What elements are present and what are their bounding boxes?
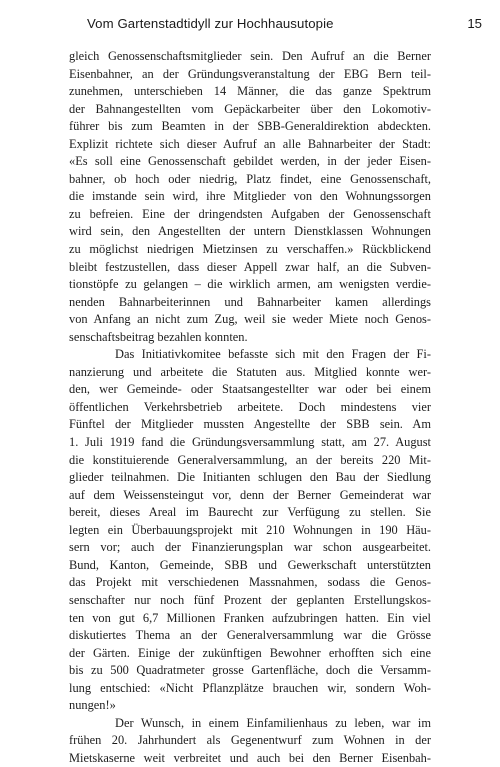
text-line: senschafter nur noch fünf Prozent der geplanten Erstellungskos- bbox=[69, 592, 431, 607]
body-text bbox=[69, 48, 431, 767]
text-line: Fünftel der Mitglieder mussten Angestellte der SBB sein. Am bbox=[69, 417, 431, 432]
text-line: nenden Bahnarbeiterinnen und Bahnarbeiter kamen allerdings bbox=[69, 294, 431, 309]
text-line: bereit, dieses Areal im Baurecht zur Verfügung zu stellen. Sie bbox=[69, 505, 431, 520]
running-title: Vom Gartenstadtidyll zur Hochhausutopie bbox=[87, 16, 334, 31]
text-line: Das Initiativkomitee befasste sich mit den Fragen der Fi- bbox=[115, 347, 431, 362]
text-line: diskutiertes Thema an der Generalversammlung war die Grösse bbox=[69, 628, 431, 643]
text-line: Der Wunsch, in einem Einfamilienhaus zu leben, war im bbox=[115, 715, 431, 730]
text-line: von Anfang an nicht zum Zug, weil sie weder Miete noch Genos- bbox=[69, 312, 431, 327]
text-line: lung entschied: «Nicht Pflanzplätze brauchen wir, sondern Woh- bbox=[69, 680, 431, 695]
text-line: zu möglichst niedrigen Mietzinsen zu verschaffen.» Rückblickend bbox=[69, 242, 431, 257]
text-line: zunehmen, unterschieben 14 Männer, die das ganze Spektrum bbox=[69, 84, 431, 99]
text-line: das Projekt mit verschiedenen Massnahmen, sodass die Genos- bbox=[69, 575, 431, 590]
text-line: öffentlichen Verkehrsbetrieb arbeitete. Doch mindestens vier bbox=[69, 399, 431, 414]
text-line: zu befreien. Eine der dringendsten Aufgaben der Genossenschaft bbox=[69, 206, 431, 221]
text-line: bleibt festzustellen, dass dieser Appell zwar half, an die Subven- bbox=[69, 259, 431, 274]
text-line: sern vor; auch der Finanzierungsplan war schon ausgearbeitet. bbox=[69, 540, 431, 555]
text-line: Explizit richtete sich dieser Aufruf an alle Bahnarbeiter der Stadt: bbox=[69, 136, 431, 151]
text-line: der Gärten. Einige der zukünftigen Bewohner erhofften sich eine bbox=[69, 645, 431, 660]
text-line: Bund, Kanton, Gemeinde, SBB und Gewerkschaft unterstützten bbox=[69, 557, 431, 572]
text-line: senschaftsbeitrag bezahlen konnten. bbox=[69, 329, 248, 344]
text-line: die imstande sein wird, ihre Mitglieder von den Wohnungssorgen bbox=[69, 189, 431, 204]
text-line: Eisenbahner, an der Gründungsveranstaltung der EBG Bern teil- bbox=[69, 66, 431, 81]
text-line: den, wer Gemeinde- oder Staatsangestellter war oder bei einem bbox=[69, 382, 431, 397]
text-line: Mietskaserne weit verbreitet und auch bei den Berner Eisenbah- bbox=[69, 750, 431, 765]
text-line: bis zu 500 Quadratmeter grosse Gartenfläche, doch die Versamm- bbox=[69, 663, 431, 678]
text-line: legten ein Überbauungsprojekt mit 210 Wohnungen in 190 Häu- bbox=[69, 522, 431, 537]
text-line: frühen 20. Jahrhundert als Gegenentwurf zum Wohnen in der bbox=[69, 733, 431, 748]
page-header bbox=[0, 16, 500, 34]
page-number: 15 bbox=[467, 16, 482, 31]
text-line: nungen!» bbox=[69, 698, 116, 713]
text-line: glieder teilnahmen. Die Initianten schlugen den Bau der Siedlung bbox=[69, 470, 431, 485]
text-line: führer bis zum Beamten in der SBB-Generaldirektion abdeckten. bbox=[69, 119, 431, 134]
text-line: nanzierung und arbeitete die Statuten aus. Mitglied konnte wer- bbox=[69, 364, 431, 379]
text-line: wird sein, den Angestellten der untern Dienstklassen Wohnungen bbox=[69, 224, 431, 239]
text-line: ten von gut 6,7 Millionen Franken aufzubringen hatten. Ein viel bbox=[69, 610, 431, 625]
text-line: gleich Genossenschaftsmitglieder sein. Den Aufruf an die Berner bbox=[69, 49, 431, 63]
text-line: 1. Juli 1919 fand die Gründungsversammlung statt, am 27. August bbox=[69, 435, 431, 450]
text-line: auf dem Weissensteingut vor, denn der Berner Gemeinderat war bbox=[69, 487, 431, 502]
text-line: «Es soll eine Genossenschaft gebildet werden, in der jeder Eisen- bbox=[69, 154, 431, 169]
text-line: der Bahnangestellten vom Gepäckarbeiter über den Lokomotiv- bbox=[69, 101, 431, 116]
text-line: die konstituierende Generalversammlung, an der bereits 220 Mit- bbox=[69, 452, 431, 467]
text-line: bahner, ob hoch oder niedrig, Platz findet, eine Genossenschaft, bbox=[69, 171, 431, 186]
text-line: tionstöpfe zu gelangen – die wirklich armen, am wenigsten verdie- bbox=[69, 277, 431, 292]
